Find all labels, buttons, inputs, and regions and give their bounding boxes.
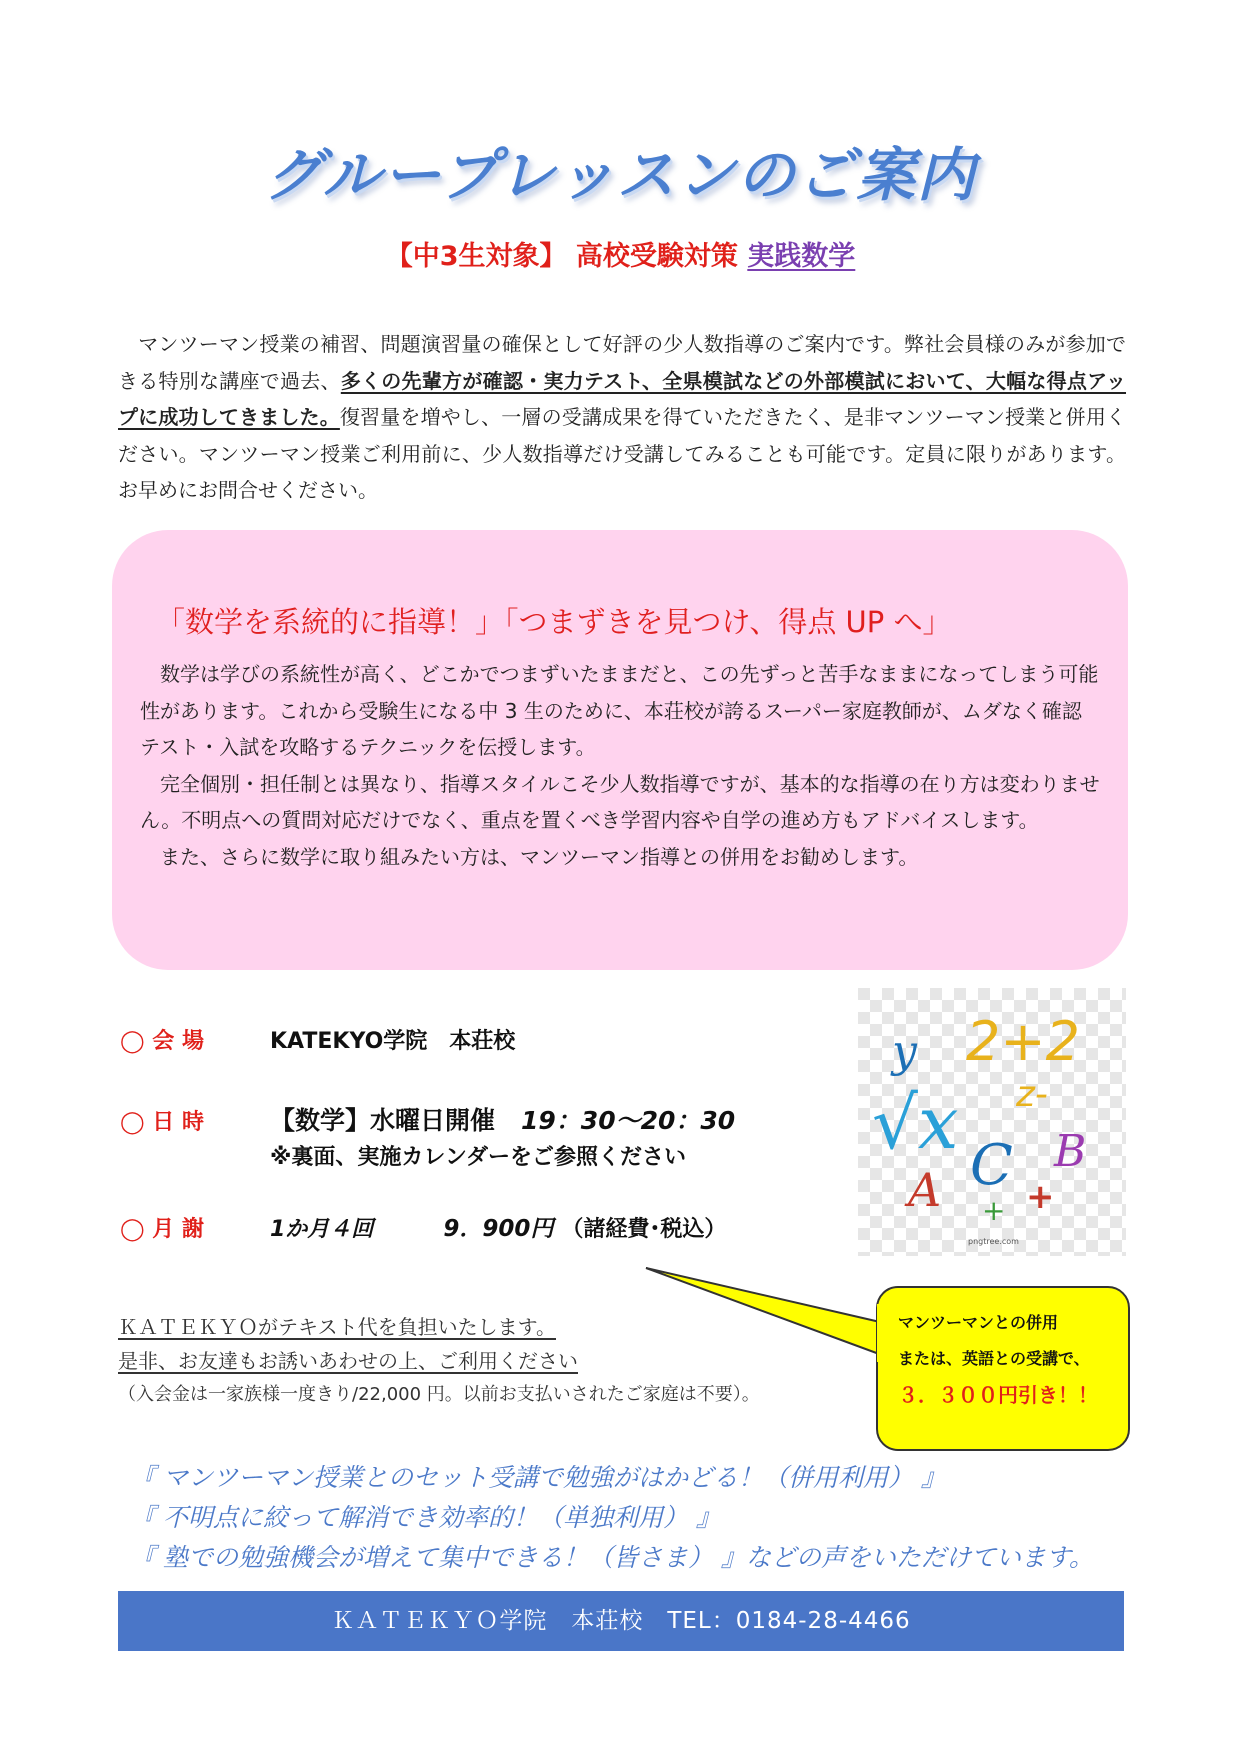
venue-value: KATEKYO学院 本荘校 <box>270 1029 516 1054</box>
fee-price: 9．900円 <box>443 1216 554 1242</box>
glyph-plus-green: + <box>982 1194 1006 1227</box>
voice-2: 『 不明点に絞って解消でき効率的！（単独利用） 』 <box>130 1503 721 1532</box>
feature-paragraph-2: 完全個別・担任制とは異なり、指導スタイルこそ少人数指導ですが、基本的な指導の在り方は変わりません。不明点への質問対応だけでなく、重点を置くべき学習内容や自学の進め方もアドバイスします。 <box>140 771 1100 832</box>
fee-note: （諸経費･税込） <box>561 1217 727 1242</box>
page-title: グループレッスンのご案内 <box>264 141 977 209</box>
glyph-2plus2: 2+2 <box>966 1010 1080 1073</box>
intro-highlight: 多くの先輩方が確認・実力テスト、全県模試などの外部模試において、大幅な得点アップに成功してきました。 <box>118 368 1127 429</box>
glyph-C: C <box>970 1133 1013 1198</box>
subtitle-target: 【中3生対象】 高校受験対策 <box>385 241 748 272</box>
bubble-discount: ３．３００円引き！！ <box>898 1383 1098 1407</box>
subtitle-subject: 実践数学 <box>747 241 856 272</box>
image-credit: pngtree.com <box>968 1237 1019 1246</box>
customer-voices <box>130 1458 1094 1578</box>
datetime-label: ◯ 日 時 <box>120 1110 204 1135</box>
venue-row <box>120 1024 515 1055</box>
fee-label: ◯ 月 謝 <box>120 1217 204 1242</box>
intro-paragraph <box>118 326 1126 509</box>
glyph-plus-red: + <box>1026 1177 1055 1217</box>
voice-3: 『 塾での勉強機会が増えて集中できる！（皆さま） 』などの声をいただけています。 <box>130 1543 1094 1572</box>
math-symbols-image <box>858 988 1126 1256</box>
note-invite-friends: 是非、お友達もお誘いあわせの上、ご利用ください <box>118 1349 578 1373</box>
glyph-A: A <box>908 1163 942 1217</box>
discount-bubble-text <box>884 1305 1124 1413</box>
footer-contact: ＫＡＴＥＫＹＯ学院 本荘校 TEL：0184-28-4466 <box>331 1608 911 1634</box>
fee-row <box>120 1210 726 1243</box>
subtitle <box>0 234 1241 273</box>
notes <box>118 1310 760 1412</box>
intro-text-1: マンツーマン授業の補習、問題演習量の確保として好評の少人数指導のご案内です。弊社会員様のみが参加できる特別な講座で過去、 <box>118 332 1126 393</box>
voice-1: 『 マンツーマン授業とのセット受講で勉強がはかどる！（併用利用） 』 <box>130 1463 946 1492</box>
feature-body <box>140 656 1100 875</box>
glyph-sqrt-x: √x <box>872 1081 959 1165</box>
note-text-cost: ＫＡＴＥＫＹＯがテキスト代を負担いたします。 <box>118 1315 556 1339</box>
glyph-y: y <box>892 1026 917 1077</box>
note-admission-fee: （入会金は一家族様一度きり/22,000 円。以前お支払いされたご家庭は不要）。 <box>118 1384 760 1405</box>
glyph-B: B <box>1054 1126 1087 1177</box>
glyph-z-minus: z- <box>1016 1074 1048 1115</box>
feature-paragraph-3: また、さらに数学に取り組みたい方は、マンツーマン指導との併用をお勧めします。 <box>160 844 919 869</box>
feature-paragraph-1: 数学は学びの系統性が高く、どこかでつまずいたままだと、この先ずっと苦手なままになってしまう可能性があります。これから受験生になる中 3 生のために、本荘校が誇るスーパー家庭教師が、ムダなく確認テスト・入試を攻略するテクニックを伝授します。 <box>140 662 1099 759</box>
time-value: 19：30～20：30 <box>521 1106 736 1135</box>
feature-heading: 「数学を系統的に指導！」「つまずきを見つけ、得点 UP へ」 <box>156 605 952 639</box>
fee-count: 1か月４回 <box>270 1217 374 1242</box>
datetime-note: ※裏面、実施カレンダーをご参照ください <box>270 1145 686 1170</box>
datetime-row <box>120 1101 735 1137</box>
bubble-line-1: マンツーマンとの併用 <box>898 1313 1059 1332</box>
intro-text-2: 復習量を増やし、一層の受講成果を得ていただきたく、是非マンツーマン授業と併用ください。マンツーマン授業ご利用前に、少人数指導だけ受講してみることも可能です。定員に限りがあります。お早めにお問合せください。 <box>118 405 1126 502</box>
venue-label: ◯ 会 場 <box>120 1029 204 1054</box>
datetime-value: 【数学】水曜日開催 <box>270 1106 496 1135</box>
bubble-line-2: または、英語との受講で、 <box>898 1349 1090 1368</box>
